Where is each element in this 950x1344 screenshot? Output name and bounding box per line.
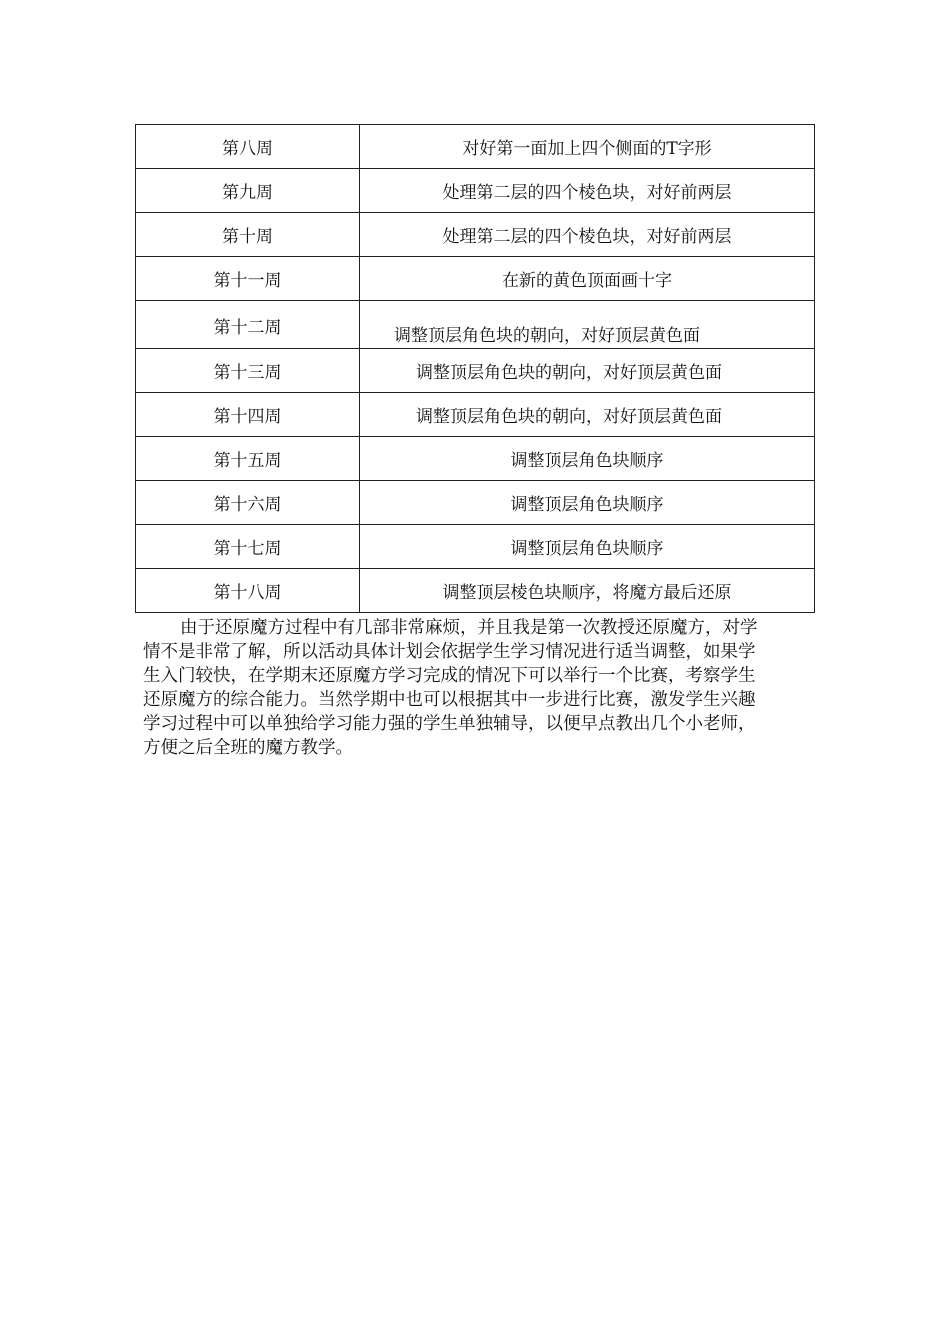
table-row [136, 349, 815, 393]
table-row [136, 213, 815, 257]
table-row [136, 393, 815, 437]
table-row [136, 437, 815, 481]
task-cell: 调整顶层角色块顺序 [360, 481, 815, 525]
week-cell: 第十二周 [136, 301, 360, 349]
task-cell: 调整顶层角色块的朝向，对好顶层黄色面 [360, 393, 815, 437]
weekly-schedule-table [135, 124, 815, 613]
table-row [136, 257, 815, 301]
note-line: 还原魔方的综合能力。当然学期中也可以根据其中一步进行比赛，激发学生兴趣 [143, 690, 756, 710]
table-row [136, 525, 815, 569]
table-row [136, 169, 815, 213]
week-cell: 第八周 [136, 125, 360, 169]
task-cell: 调整顶层角色块的朝向，对好顶层黄色面 [360, 349, 815, 393]
table-row [136, 125, 815, 169]
week-cell: 第九周 [136, 169, 360, 213]
task-cell: 处理第二层的四个棱色块，对好前两层 [360, 213, 815, 257]
table-row [136, 569, 815, 613]
note-line: 由于还原魔方过程中有几部非常麻烦，并且我是第一次教授还原魔方，对学 [180, 618, 758, 638]
note-line: 情不是非常了解，所以活动具体计划会依据学生学习情况进行适当调整，如果学 [143, 642, 756, 662]
week-cell: 第十八周 [136, 569, 360, 613]
task-cell: 调整顶层棱色块顺序，将魔方最后还原 [360, 569, 815, 613]
week-cell: 第十三周 [136, 349, 360, 393]
task-cell: 对好第一面加上四个侧面的T字形 [360, 125, 815, 169]
week-cell: 第十五周 [136, 437, 360, 481]
task-cell: 调整顶层角色块顺序 [360, 437, 815, 481]
week-cell: 第十四周 [136, 393, 360, 437]
task-cell: 调整顶层角色块顺序 [360, 525, 815, 569]
note-line: 学习过程中可以单独给学习能力强的学生单独辅导，以便早点教出几个小老师， [143, 714, 756, 734]
week-cell: 第十一周 [136, 257, 360, 301]
note-line: 生入门较快，在学期末还原魔方学习完成的情况下可以举行一个比赛，考察学生 [143, 666, 756, 686]
plan-note-paragraph [143, 616, 811, 760]
table-row [136, 481, 815, 525]
note-line: 方便之后全班的魔方教学。 [143, 738, 353, 758]
task-cell: 处理第二层的四个棱色块，对好前两层 [360, 169, 815, 213]
task-cell: 在新的黄色顶面画十字 [360, 257, 815, 301]
table-row [136, 301, 815, 349]
week-cell: 第十周 [136, 213, 360, 257]
task-cell: 调整顶层角色块的朝向，对好顶层黄色面 [360, 301, 815, 349]
week-cell: 第十六周 [136, 481, 360, 525]
week-cell: 第十七周 [136, 525, 360, 569]
